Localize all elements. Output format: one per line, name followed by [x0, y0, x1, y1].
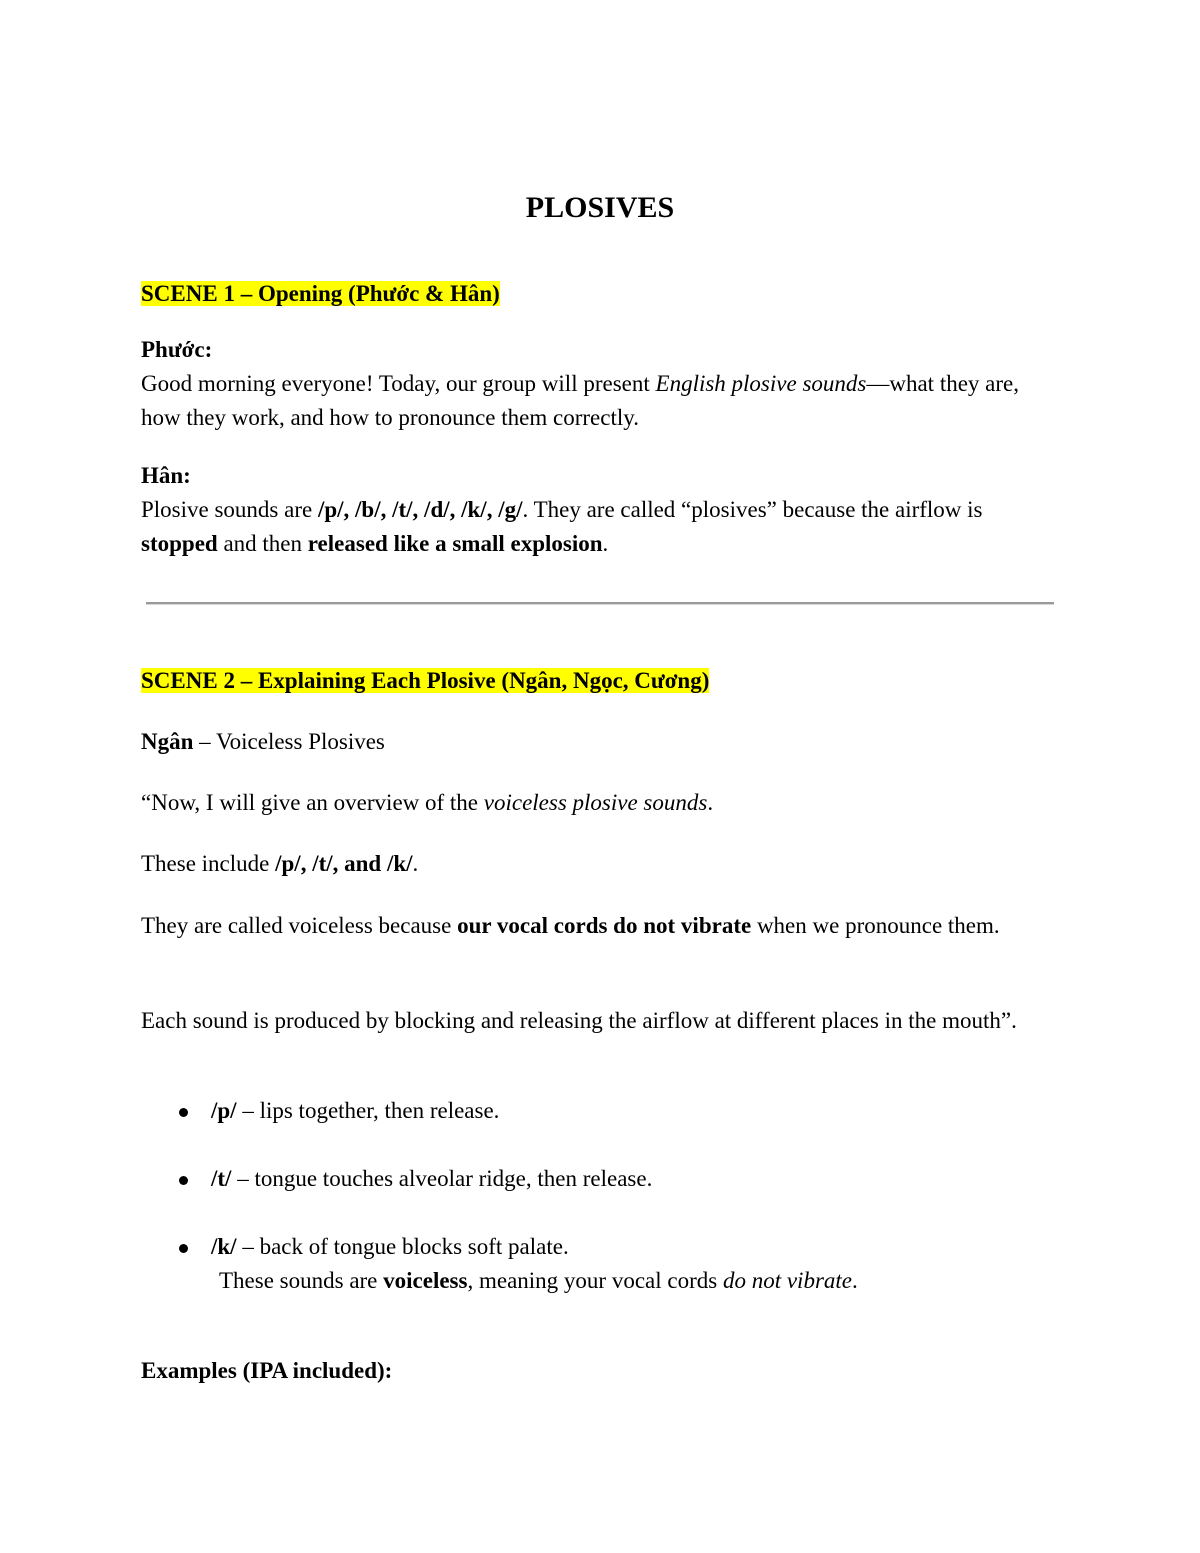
han-text-3: . They are called “plosives” because the airflow is [522, 497, 983, 522]
phuoc-text-italic: English plosive sounds [655, 371, 867, 396]
phuoc-text-3: —what they are, how they work, and how to pronounce them correctly. [141, 371, 1019, 430]
include-paragraph [141, 847, 1058, 881]
ngan-role: – Voiceless Plosives [193, 729, 385, 754]
voiceless-text-1: They are called voiceless because [141, 913, 458, 938]
overview-text-italic: voiceless plosive sounds [483, 790, 708, 815]
bullet-symbol: /k/ [211, 1234, 237, 1259]
include-text-3: . [412, 851, 419, 876]
bullet-icon [179, 1176, 188, 1185]
scene-2-heading [141, 665, 1058, 697]
examples-heading [141, 1354, 1058, 1388]
cont-text-bold: voiceless [383, 1268, 468, 1293]
bullet-description: – back of tongue blocks soft palate. [236, 1234, 569, 1259]
speaker-phuoc: Phước: [141, 337, 213, 362]
bullet-description: – lips together, then release. [236, 1098, 500, 1123]
phuoc-text-1: Good morning everyone! Today, our group will present [141, 371, 656, 396]
include-text-symbols: /p/, /t/, and /k/ [275, 851, 413, 876]
overview-text-1: “Now, I will give an overview of the [141, 790, 484, 815]
cont-text-1: These sounds are [219, 1268, 384, 1293]
han-text [141, 493, 1058, 561]
bullet-symbol: /p/ [211, 1098, 237, 1123]
voiceless-paragraph [141, 909, 1058, 943]
overview-paragraph [141, 786, 1058, 820]
cont-text-3: , meaning your vocal cords [467, 1268, 723, 1293]
bullet-icon [179, 1244, 188, 1253]
scene-1-heading [141, 278, 1058, 310]
speaker-han: Hân: [141, 463, 191, 488]
horizontal-divider [146, 602, 1054, 605]
cont-text-italic: do not vibrate [722, 1268, 852, 1293]
production-paragraph: Each sound is produced by blocking and releasing the airflow at different places in the mouth”. [141, 1008, 1017, 1033]
cont-text-5: . [852, 1268, 858, 1293]
han-text-symbols: /p/, /b/, /t/, /d/, /k/, /g/ [317, 497, 523, 522]
han-text-stopped: stopped [141, 531, 218, 556]
han-text-7: . [602, 531, 609, 556]
han-paragraph [141, 459, 1058, 561]
bullet-continuation [219, 1264, 1058, 1298]
han-text-5: and then [217, 531, 308, 556]
voiceless-text-3: when we pronounce them. [751, 913, 1000, 938]
overview-text-3: . [707, 790, 714, 815]
examples-heading-text: Examples (IPA included): [141, 1358, 393, 1383]
bullet-icon [179, 1108, 188, 1117]
scene-1-heading-text: SCENE 1 – Opening (Phước & Hân) [141, 281, 500, 306]
phuoc-paragraph [141, 333, 1058, 435]
ngan-intro [141, 725, 1058, 759]
page-title: PLOSIVES [525, 191, 675, 224]
include-text-1: These include [141, 851, 276, 876]
scene-2-heading-text: SCENE 2 – Explaining Each Plosive (Ngân, Ngọc, Cương) [141, 668, 710, 693]
voiceless-text-bold: our vocal cords do not vibrate [457, 913, 752, 938]
bullet-description: – tongue touches alveolar ridge, then release. [231, 1166, 653, 1191]
phuoc-text [141, 367, 1058, 435]
speaker-ngan: Ngân [141, 729, 194, 754]
han-text-1: Plosive sounds are [141, 497, 318, 522]
bullet-symbol: /t/ [211, 1166, 232, 1191]
han-text-released: released like a small explosion [307, 531, 603, 556]
